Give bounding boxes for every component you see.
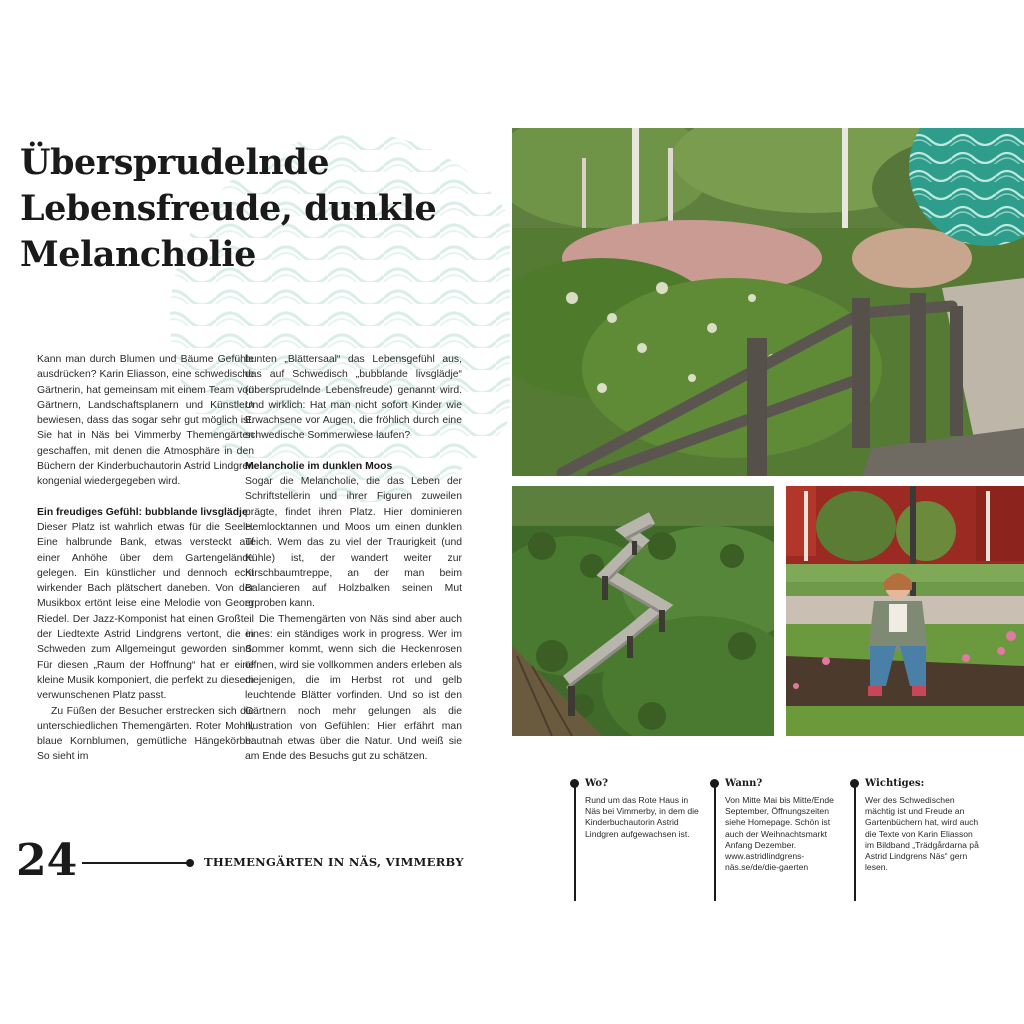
info-rule (574, 783, 576, 901)
info-box-important (850, 777, 980, 873)
info-heading: Wann? (725, 778, 763, 789)
body-paragraph: Kann man durch Blumen und Bäume Gefühle ausdrücken? Karin Eliasson, eine schwedische Gärtnerin, hat gemeinsam mit einem Team von Gärtnern, Landschaftsplanern und Künstlern bewiesen, dass das sogar sehr gut möglich ist. Sie hat in Näs bei Vimmerby Themengärten geschaffen, mit denen die Atmosphäre in den Büchern der Kinderbuchautorin Astrid Lindgren kongenial wiedergegeben wird. (37, 354, 254, 488)
page-number: 24 (16, 835, 78, 886)
text-column-left (37, 352, 254, 765)
info-text: Rund um das Rote Haus in Näs bei Vimmerby, in dem die Kinderbuchautorin Astrid Lindgren aufgewachsen ist. (585, 795, 699, 839)
garden-bridge-photo (512, 128, 1024, 476)
info-rule (854, 783, 856, 901)
info-rule (714, 783, 716, 901)
info-heading: Wichtiges: (865, 778, 925, 789)
info-box-when (710, 777, 840, 873)
folio-rule (82, 862, 188, 864)
bullet-dot-icon (710, 779, 719, 788)
title-line: Melancholie (20, 234, 256, 275)
info-box-where (570, 777, 700, 840)
body-paragraph: Die Themengärten von Näs sind aber auch eines: ein ständiges work in progress. Wer im Sommer kommt, wenn sich die Heckenrosen öffnen, wird sie vollkommen anders erleben als diejenigen, die im Herbst rot und gelb leuchtende Blätter vorfinden. Und so ist den Gärtnern noch mehr gelungen als die Illustration von Gefühlen: Hier erfährt man hautnah etwas über die Natur. Und weiß sie am Ende des Besuchs gut zu schätzen. (245, 613, 462, 763)
bullet-dot-icon (850, 779, 859, 788)
section-title: THEMENGÄRTEN IN NÄS, VIMMERBY (204, 855, 464, 869)
title-line: Übersprudelnde (20, 142, 329, 183)
subheading: Melancholie im dunklen Moos (245, 460, 393, 472)
body-paragraph: Sogar die Melancholie, die das Leben der Schriftstellerin und ihrer Figuren zuweilen prägte, findet ihren Platz. Hier dominieren Hemlocktannen und Moos um einen dunklen Teich. Wem das zu viel der Traurigkeit (und Kühle) ist, der wandert weiter zur Kirschbaumtreppe, an der man beim Balancieren auf Holzbalken seinen Mut erproben kann. (245, 476, 462, 610)
article-title (20, 140, 490, 278)
body-paragraph: bunten „Blättersaal“ das Lebensgefühl aus, das auf Schwedisch „bubblande livsglädje“ (übersprudelnde Lebensfreude) genannt wird. Und wirklich: Hat man nicht sofort Kinder wie Erwachsene vor Augen, die fröhlich durch eine schwedische Sommerwiese laufen? (245, 354, 462, 442)
balance-beam-photo (512, 486, 774, 736)
folio-dot-icon (186, 859, 194, 867)
info-text: Von Mitte Mai bis Mitte/Ende September, Öffnungszeiten siehe Homepage. Schön ist auch der Weihnachtsmarkt Anfang Dezember. www.astridlindgrens-näs.se/de/die-gaerten (725, 795, 834, 873)
gardener-portrait-photo (786, 486, 1024, 736)
title-line: Lebensfreude, dunkle (20, 188, 437, 229)
body-paragraph: Zu Füßen der Besucher erstrecken sich die unterschiedlichen Themengärten. Roter Mohn, blaue Kornblumen, gemütliche Hängekörbe: So sieht im (37, 705, 254, 763)
body-paragraph: Dieser Platz ist wahrlich etwas für die Seele. Eine halbrunde Bank, etwas versteckt auf einer Anhöhe über dem Gartengelände gelegen. Ein künstlicher und dennoch echt wirkender Bach plätschert daneben. Von der Musikbox ertönt leise eine Melodie von Georg Riedel. Der Jazz-Komponist hat einen Großteil der Liedtexte Astrid Lindgrens vertont, die in Schweden zum Allgemeingut geworden sind. Für diesen „Raum der Hoffnung“ hat er eine kleine Musik komponiert, die perfekt zu diesem verwunschenen Platz passt. (37, 521, 254, 702)
info-text: Wer des Schwedischen mächtig ist und Freude an Gartenbüchern hat, wird auch die Texte von Karin Eliasson im Bildband „Trädgårdarna på Astrid Lindgrens Näs“ gern lesen. (865, 795, 979, 873)
subheading: Ein freudiges Gefühl: bubblande livsglädje (37, 506, 248, 518)
bullet-dot-icon (570, 779, 579, 788)
info-heading: Wo? (585, 778, 608, 789)
text-column-right (245, 352, 462, 765)
